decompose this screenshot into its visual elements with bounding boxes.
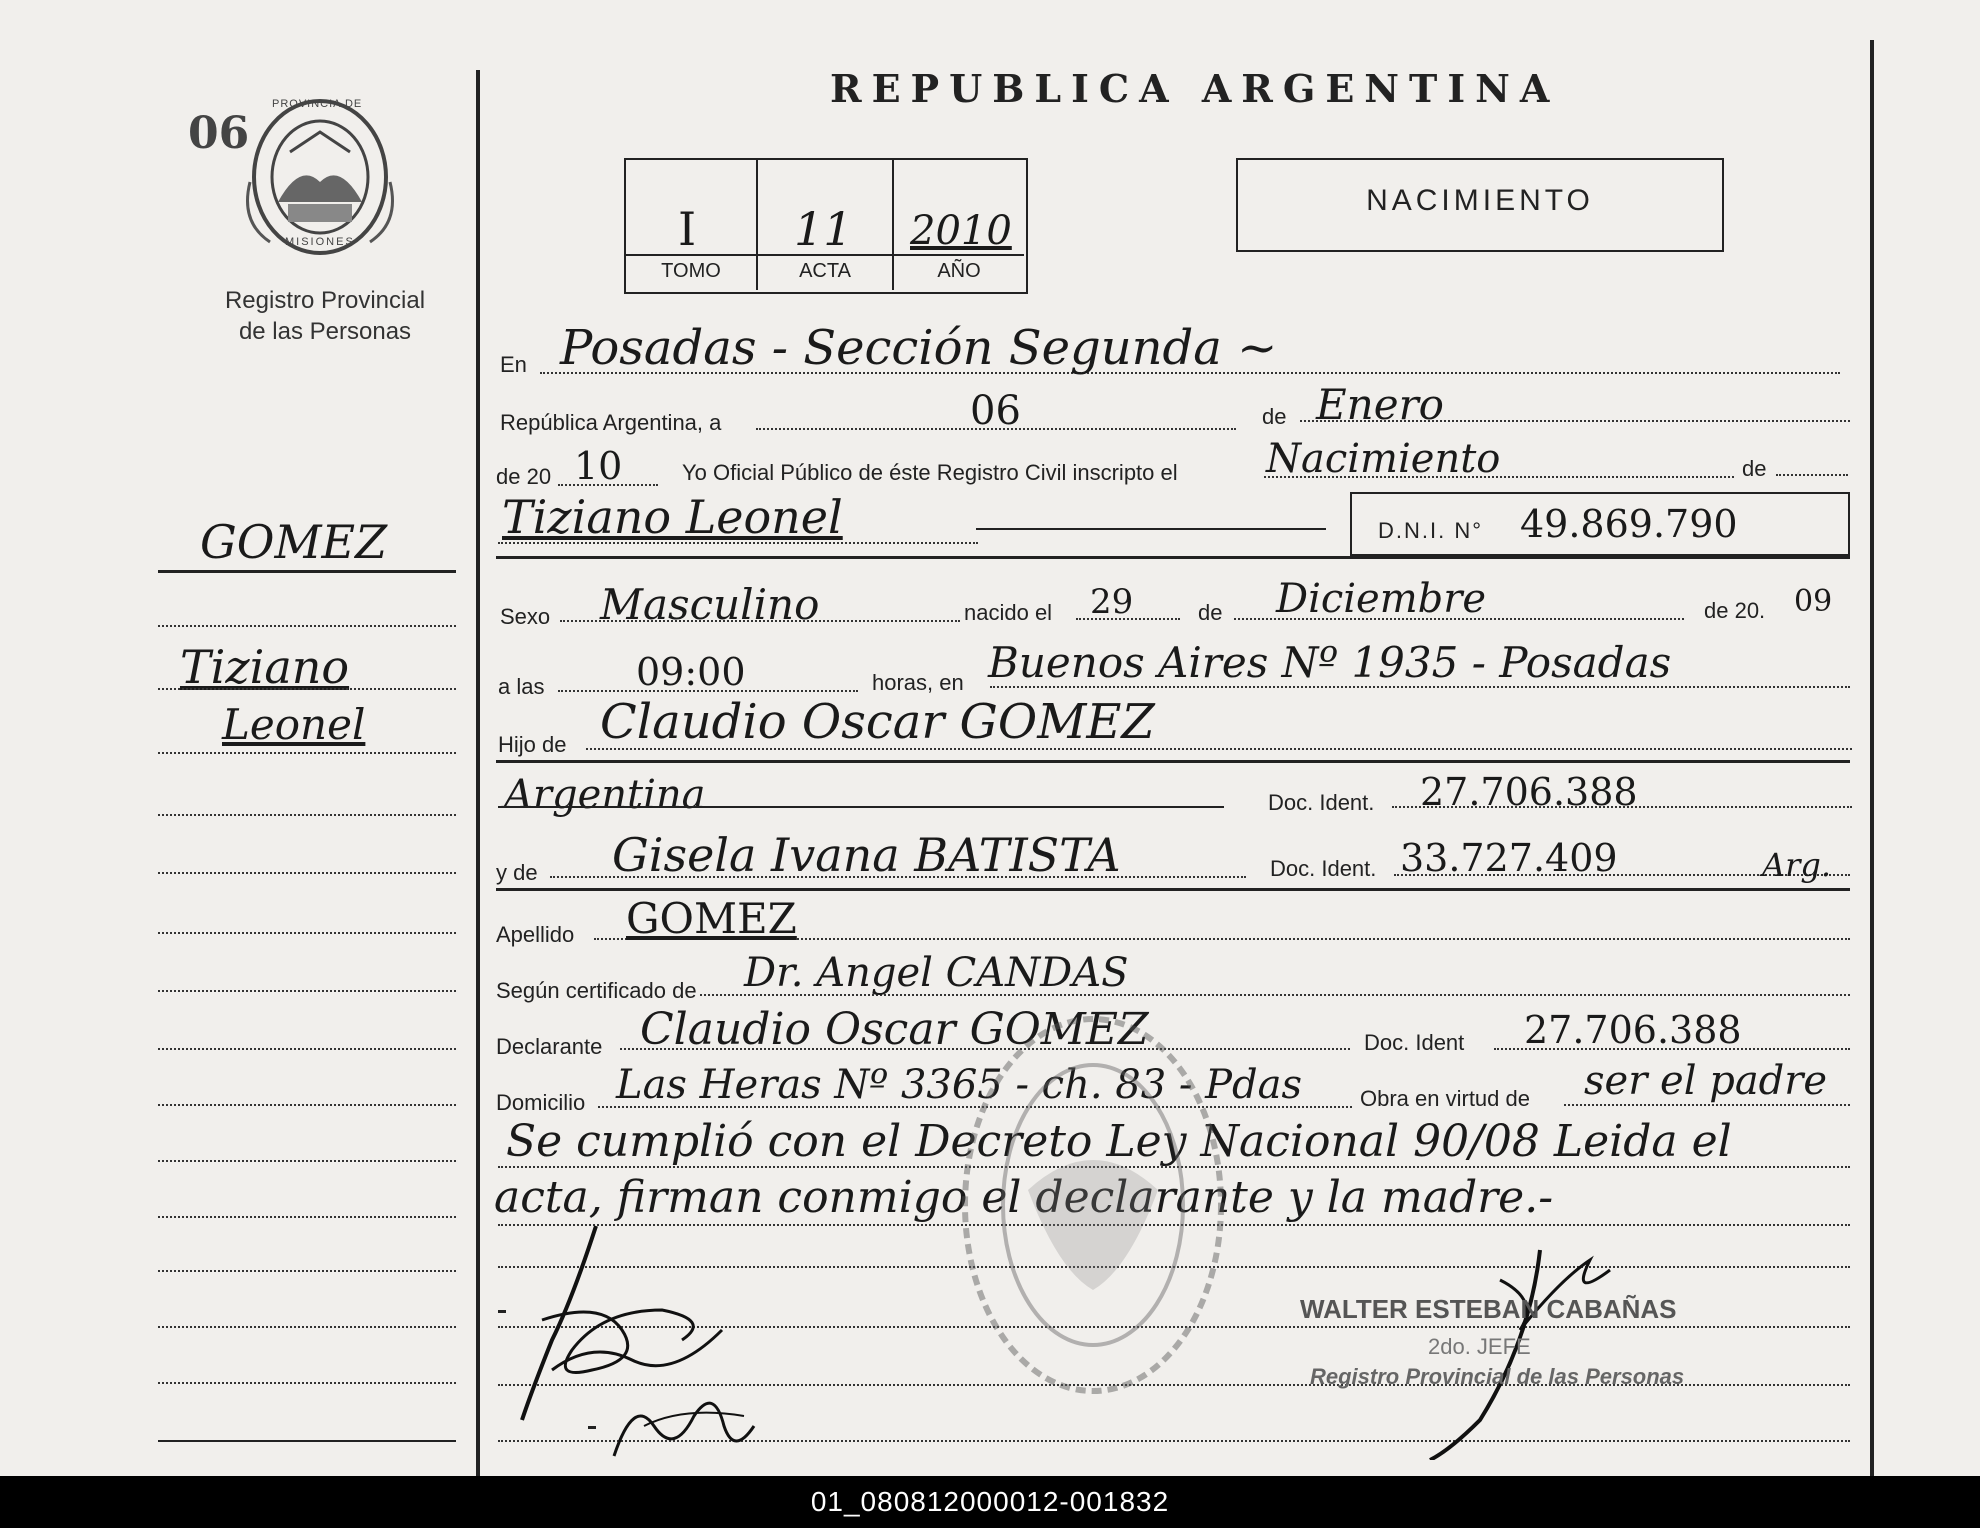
declarante-label: Declarante	[496, 1034, 603, 1059]
official-stamp-name: WALTER ESTEBAN CABAÑAS	[1300, 1294, 1677, 1324]
sexo-value: Masculino	[600, 580, 820, 629]
de-end-label: de	[1742, 456, 1767, 481]
dash-mark	[498, 1310, 506, 1313]
record-number-box	[624, 158, 1028, 294]
margin-rule	[158, 570, 456, 573]
child-name-rule	[976, 528, 1326, 530]
main-right-border	[1870, 40, 1874, 1476]
note-line1: Se cumplió con el Decreto Ley Nacional 90/08 Leida el	[506, 1116, 1732, 1167]
dash-mark	[588, 1426, 596, 1429]
mother-rule	[496, 888, 1850, 891]
nationality-line	[498, 806, 1224, 808]
segun-label: Según certificado de	[496, 978, 697, 1003]
apellido-value: GOMEZ	[626, 894, 797, 943]
record-type: NACIMIENTO	[1366, 184, 1594, 217]
doc-ident-label: Doc. Ident.	[1268, 790, 1375, 815]
birth-month: Diciembre	[1276, 576, 1487, 622]
obra-value: ser el padre	[1584, 1058, 1828, 1104]
child-name-line	[498, 542, 978, 544]
acta-label: ACTA	[799, 260, 851, 282]
institution-line2: de las Personas	[238, 318, 412, 345]
place-value: Buenos Aires Nº 1935 - Posadas	[988, 638, 1672, 687]
domicilio-label: Domicilio	[496, 1090, 586, 1115]
mother-name: Gisela Ivana BATISTA	[612, 828, 1121, 882]
nacido-label: nacido el	[964, 600, 1053, 625]
declarante-value: Claudio Oscar GOMEZ	[640, 1004, 1149, 1055]
obra-label: Obra en virtud de	[1360, 1086, 1530, 1111]
alas-label: a las	[498, 674, 545, 699]
footer-bar	[0, 1476, 1980, 1528]
de-label2: de	[1198, 600, 1223, 625]
file-id: 01_080812000012-001832	[810, 1486, 1170, 1517]
page-number: 06	[188, 108, 250, 159]
officer-label: Yo Oficial Público de éste Registro Civil inscripto el	[682, 460, 1178, 485]
tomo-label: TOMO	[661, 260, 721, 282]
domicilio-value: Las Heras Nº 3365 - ch. 83 - Pdas	[616, 1062, 1303, 1108]
margin-name2: Leonel	[222, 700, 366, 749]
note-line2: acta, firman conmigo el declarante y la madre.-	[494, 1172, 1554, 1223]
official-stamp-office: Registro Provincial de las Personas	[1310, 1364, 1685, 1389]
doc-ident-label3: Doc. Ident	[1364, 1030, 1465, 1055]
mother-nationality: Arg.	[1762, 846, 1832, 884]
father-nationality: Argentina	[504, 772, 706, 818]
inscription-value: Nacimiento	[1266, 436, 1501, 482]
mother-signature	[604, 1386, 764, 1466]
father-rule	[496, 760, 1850, 763]
dni-box	[1350, 492, 1850, 556]
obra-line	[1564, 1104, 1850, 1106]
seal-top-text: PROVINCIA DE	[272, 98, 363, 110]
apellido-label: Apellido	[496, 922, 575, 947]
dni-label: D.N.I. N°	[1378, 518, 1484, 543]
declarante-doc: 27.706.388	[1524, 1008, 1742, 1052]
child-section-rule	[496, 556, 1850, 559]
margin-name1: Tiziano	[180, 640, 350, 694]
de2020-label: de 20.	[1704, 598, 1766, 623]
hour-value: 09:00	[636, 650, 746, 694]
anio-label: AÑO	[937, 260, 981, 282]
record-type-box	[1236, 158, 1724, 252]
en-value: Posadas - Sección Segunda ~	[560, 320, 1278, 376]
hijo-label: Hijo de	[498, 732, 567, 757]
republica-label: República Argentina, a	[500, 410, 722, 435]
institution-line1: Registro Provincial	[224, 287, 426, 314]
de-end-line	[1776, 474, 1848, 476]
birth-year: 09	[1794, 584, 1833, 619]
father-name: Claudio Oscar GOMEZ	[600, 694, 1155, 750]
mother-doc: 33.727.409	[1400, 836, 1618, 880]
doc-ident-label2: Doc. Ident.	[1270, 856, 1377, 881]
page-title: REPUBLICA ARGENTINA	[830, 66, 1560, 111]
institution-name	[180, 285, 470, 347]
year-value: 10	[574, 444, 623, 488]
acta-value: 11	[794, 202, 853, 256]
child-name: Tiziano Leonel	[502, 490, 843, 544]
month-value: Enero	[1316, 380, 1444, 429]
horas-label: horas, en	[872, 670, 964, 695]
birth-day: 29	[1090, 582, 1134, 622]
en-label: En	[500, 352, 527, 377]
de-label: de	[1262, 404, 1287, 429]
day-value: 06	[970, 388, 1021, 434]
margin-surname: GOMEZ	[200, 515, 388, 569]
dni-value: 49.869.790	[1520, 502, 1738, 546]
de20-label: de 20	[496, 464, 552, 489]
father-doc: 27.706.388	[1420, 770, 1638, 814]
sexo-label: Sexo	[500, 604, 551, 629]
anio-value: 2010	[910, 208, 1012, 254]
tomo-value: I	[678, 202, 697, 256]
yde-label: y de	[496, 860, 538, 885]
registry-seal	[958, 1010, 1228, 1400]
official-stamp-role: 2do. JEFE	[1428, 1334, 1531, 1359]
main-left-border	[476, 70, 480, 1476]
seal-bottom-text: MISIONES	[285, 236, 355, 248]
certificate-value: Dr. Angel CANDAS	[744, 950, 1129, 996]
